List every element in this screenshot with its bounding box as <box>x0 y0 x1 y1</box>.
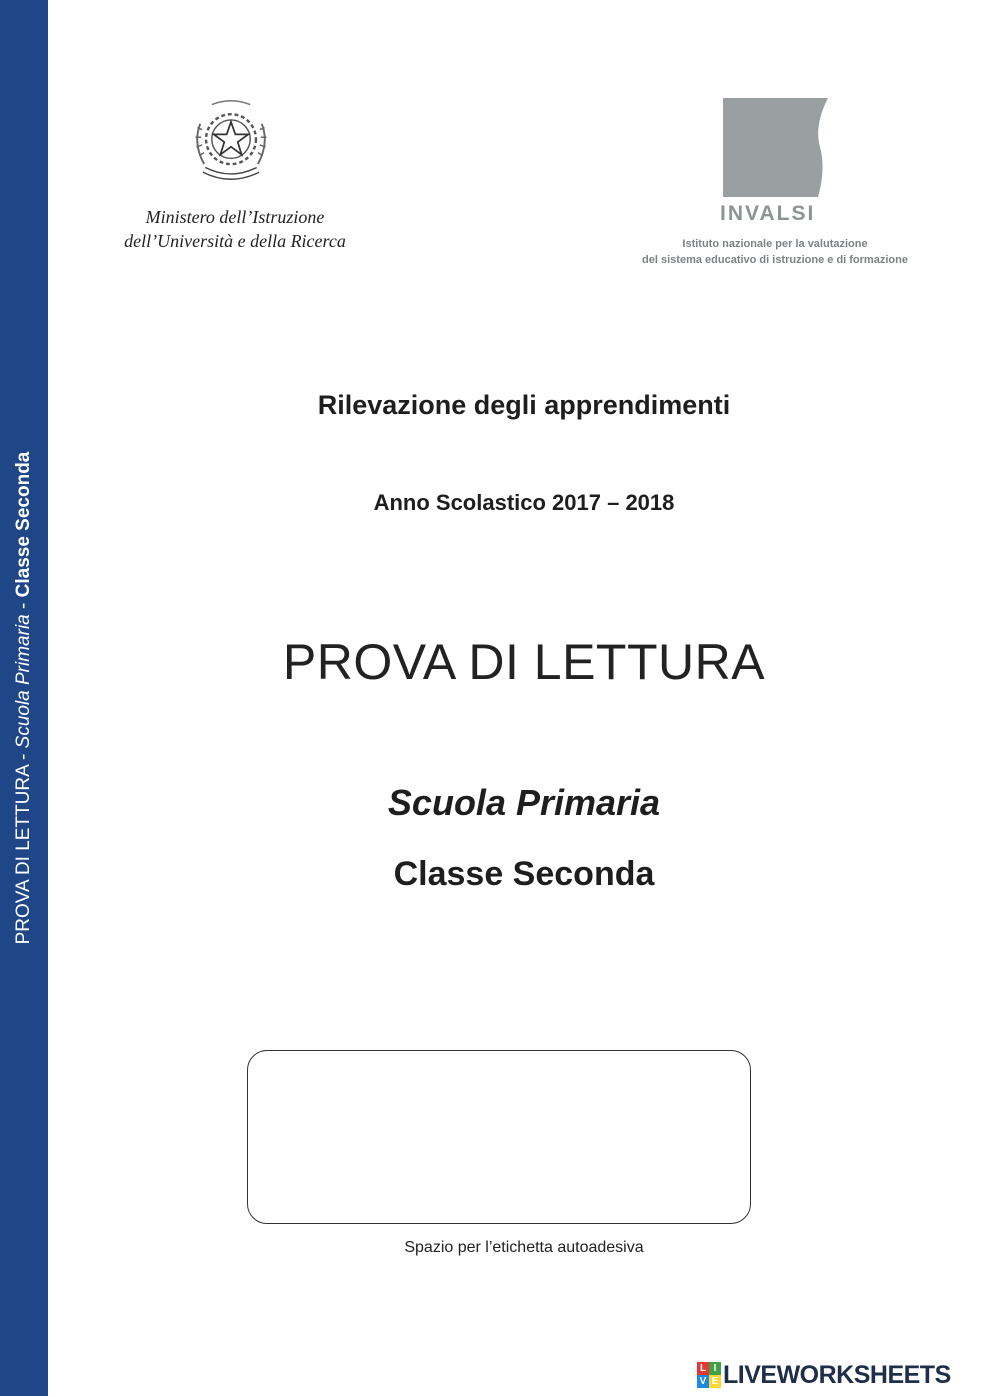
school-level: Scuola Primaria <box>387 782 661 823</box>
liveworksheets-text: LIVEWORKSHEETS <box>723 1360 951 1389</box>
sidebar-title-separator: - <box>13 597 34 615</box>
test-title: PROVA DI LETTURA <box>282 634 766 690</box>
republic-emblem-icon <box>183 95 279 191</box>
sidebar-band <box>0 0 48 1396</box>
invalsi-name: INVALSI <box>720 202 816 225</box>
sticker-label-caption: Spazio per l’etichetta autoadesiva <box>404 1239 644 1256</box>
sticker-label-area <box>247 1050 751 1224</box>
logo-letter-v: V <box>697 1375 709 1388</box>
logo-letter-e: E <box>709 1375 721 1388</box>
liveworksheets-watermark <box>697 1360 951 1390</box>
sidebar-title-test: PROVA DI LETTURA - <box>13 748 34 945</box>
invalsi-line-2: del sistema educativo di istruzione e di formazione <box>642 254 908 266</box>
ministry-line-1: Ministero dell’Istruzione <box>145 207 325 227</box>
grade-level: Classe Seconda <box>393 855 655 893</box>
survey-heading: Rilevazione degli apprendimenti <box>317 390 731 420</box>
ministry-name <box>100 205 370 253</box>
sidebar-title <box>13 452 35 945</box>
ministry-line-2: dell’Università e della Ricerca <box>124 231 346 251</box>
invalsi-description <box>640 236 910 268</box>
sidebar-title-school: Scuola Primaria <box>13 614 34 749</box>
sidebar-title-grade: Classe Seconda <box>13 451 34 598</box>
invalsi-line-1: Istituto nazionale per la valutazione <box>682 238 868 250</box>
logo-letter-i: I <box>709 1362 721 1375</box>
logo-letter-l: L <box>697 1362 709 1375</box>
school-year: Anno Scolastico 2017 – 2018 <box>373 490 675 515</box>
liveworksheets-logo-icon <box>697 1362 721 1388</box>
invalsi-logo-icon <box>722 97 832 203</box>
